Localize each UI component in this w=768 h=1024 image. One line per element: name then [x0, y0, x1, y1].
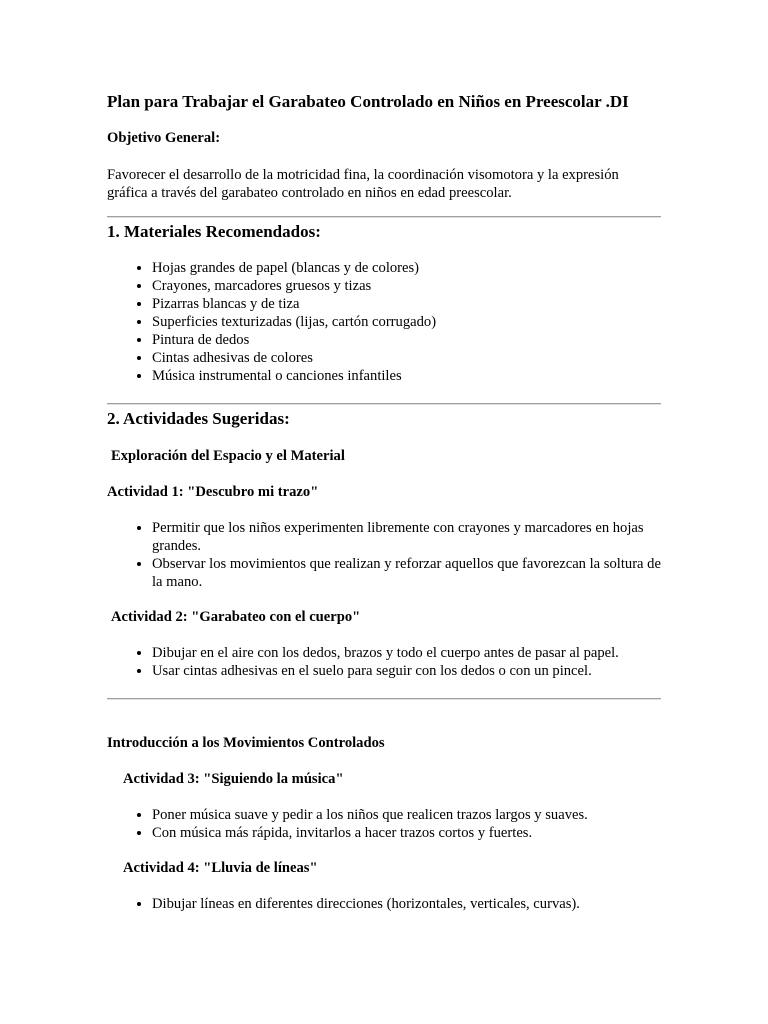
objetivo-text: Favorecer el desarrollo de la motricidad fina, la coordinación visomotora y la expresión gráfica a través del garabateo controlado en niños en edad preescolar.	[107, 167, 619, 201]
actividad-4-list	[107, 895, 661, 913]
list-item: • Pintura de dedos	[152, 331, 661, 349]
list-item: • Dibujar en el aire con los dedos, brazos y todo el cuerpo antes de pasar al papel.	[152, 644, 661, 662]
actividad-3-list	[107, 806, 661, 842]
list-item: • Con música más rápida, invitarlos a hacer trazos cortos y fuertes.	[152, 824, 661, 842]
list-item: • Observar los movimientos que realizan y reforzar aquellos que favorezcan la soltura de la mano.	[152, 555, 661, 591]
divider	[107, 216, 661, 218]
actividades-heading: 2. Actividades Sugeridas:	[107, 409, 290, 428]
list-item: • Dibujar líneas en diferentes direcciones (horizontales, verticales, curvas).	[152, 895, 661, 913]
list-item: • Música instrumental o canciones infantiles	[152, 367, 661, 385]
list-item: • Pizarras blancas y de tiza	[152, 295, 661, 313]
list-item: • Permitir que los niños experimenten libremente con crayones y marcadores en hojas grandes.	[152, 519, 661, 555]
list-item: • Usar cintas adhesivas en el suelo para seguir con los dedos o con un pincel.	[152, 662, 661, 680]
list-item: • Crayones, marcadores gruesos y tizas	[152, 277, 661, 295]
divider	[107, 698, 661, 700]
materiales-list	[107, 259, 661, 385]
list-item: • Cintas adhesivas de colores	[152, 349, 661, 367]
list-item: • Poner música suave y pedir a los niños que realicen trazos largos y suaves.	[152, 806, 661, 824]
divider	[107, 403, 661, 405]
objetivo-heading: Objetivo General:	[107, 130, 221, 146]
list-item: • Superficies texturizadas (lijas, cartón corrugado)	[152, 313, 661, 331]
actividad-4-heading: Actividad 4: "Lluvia de líneas"	[123, 860, 318, 876]
materiales-heading: 1. Materiales Recomendados:	[107, 222, 321, 241]
actividad-3-heading: Actividad 3: "Siguiendo la música"	[123, 771, 344, 787]
list-item: • Hojas grandes de papel (blancas y de colores)	[152, 259, 661, 277]
introduccion-heading: Introducción a los Movimientos Controlados	[107, 735, 385, 751]
actividad-2-list	[107, 644, 661, 680]
actividad-2-heading: Actividad 2: "Garabateo con el cuerpo"	[111, 609, 361, 625]
exploracion-heading: Exploración del Espacio y el Material	[111, 448, 345, 464]
actividad-1-heading: Actividad 1: "Descubro mi trazo"	[107, 484, 319, 500]
actividad-1-list	[107, 519, 661, 591]
document-title: Plan para Trabajar el Garabateo Controlado en Niños en Preescolar .DI	[107, 92, 629, 111]
